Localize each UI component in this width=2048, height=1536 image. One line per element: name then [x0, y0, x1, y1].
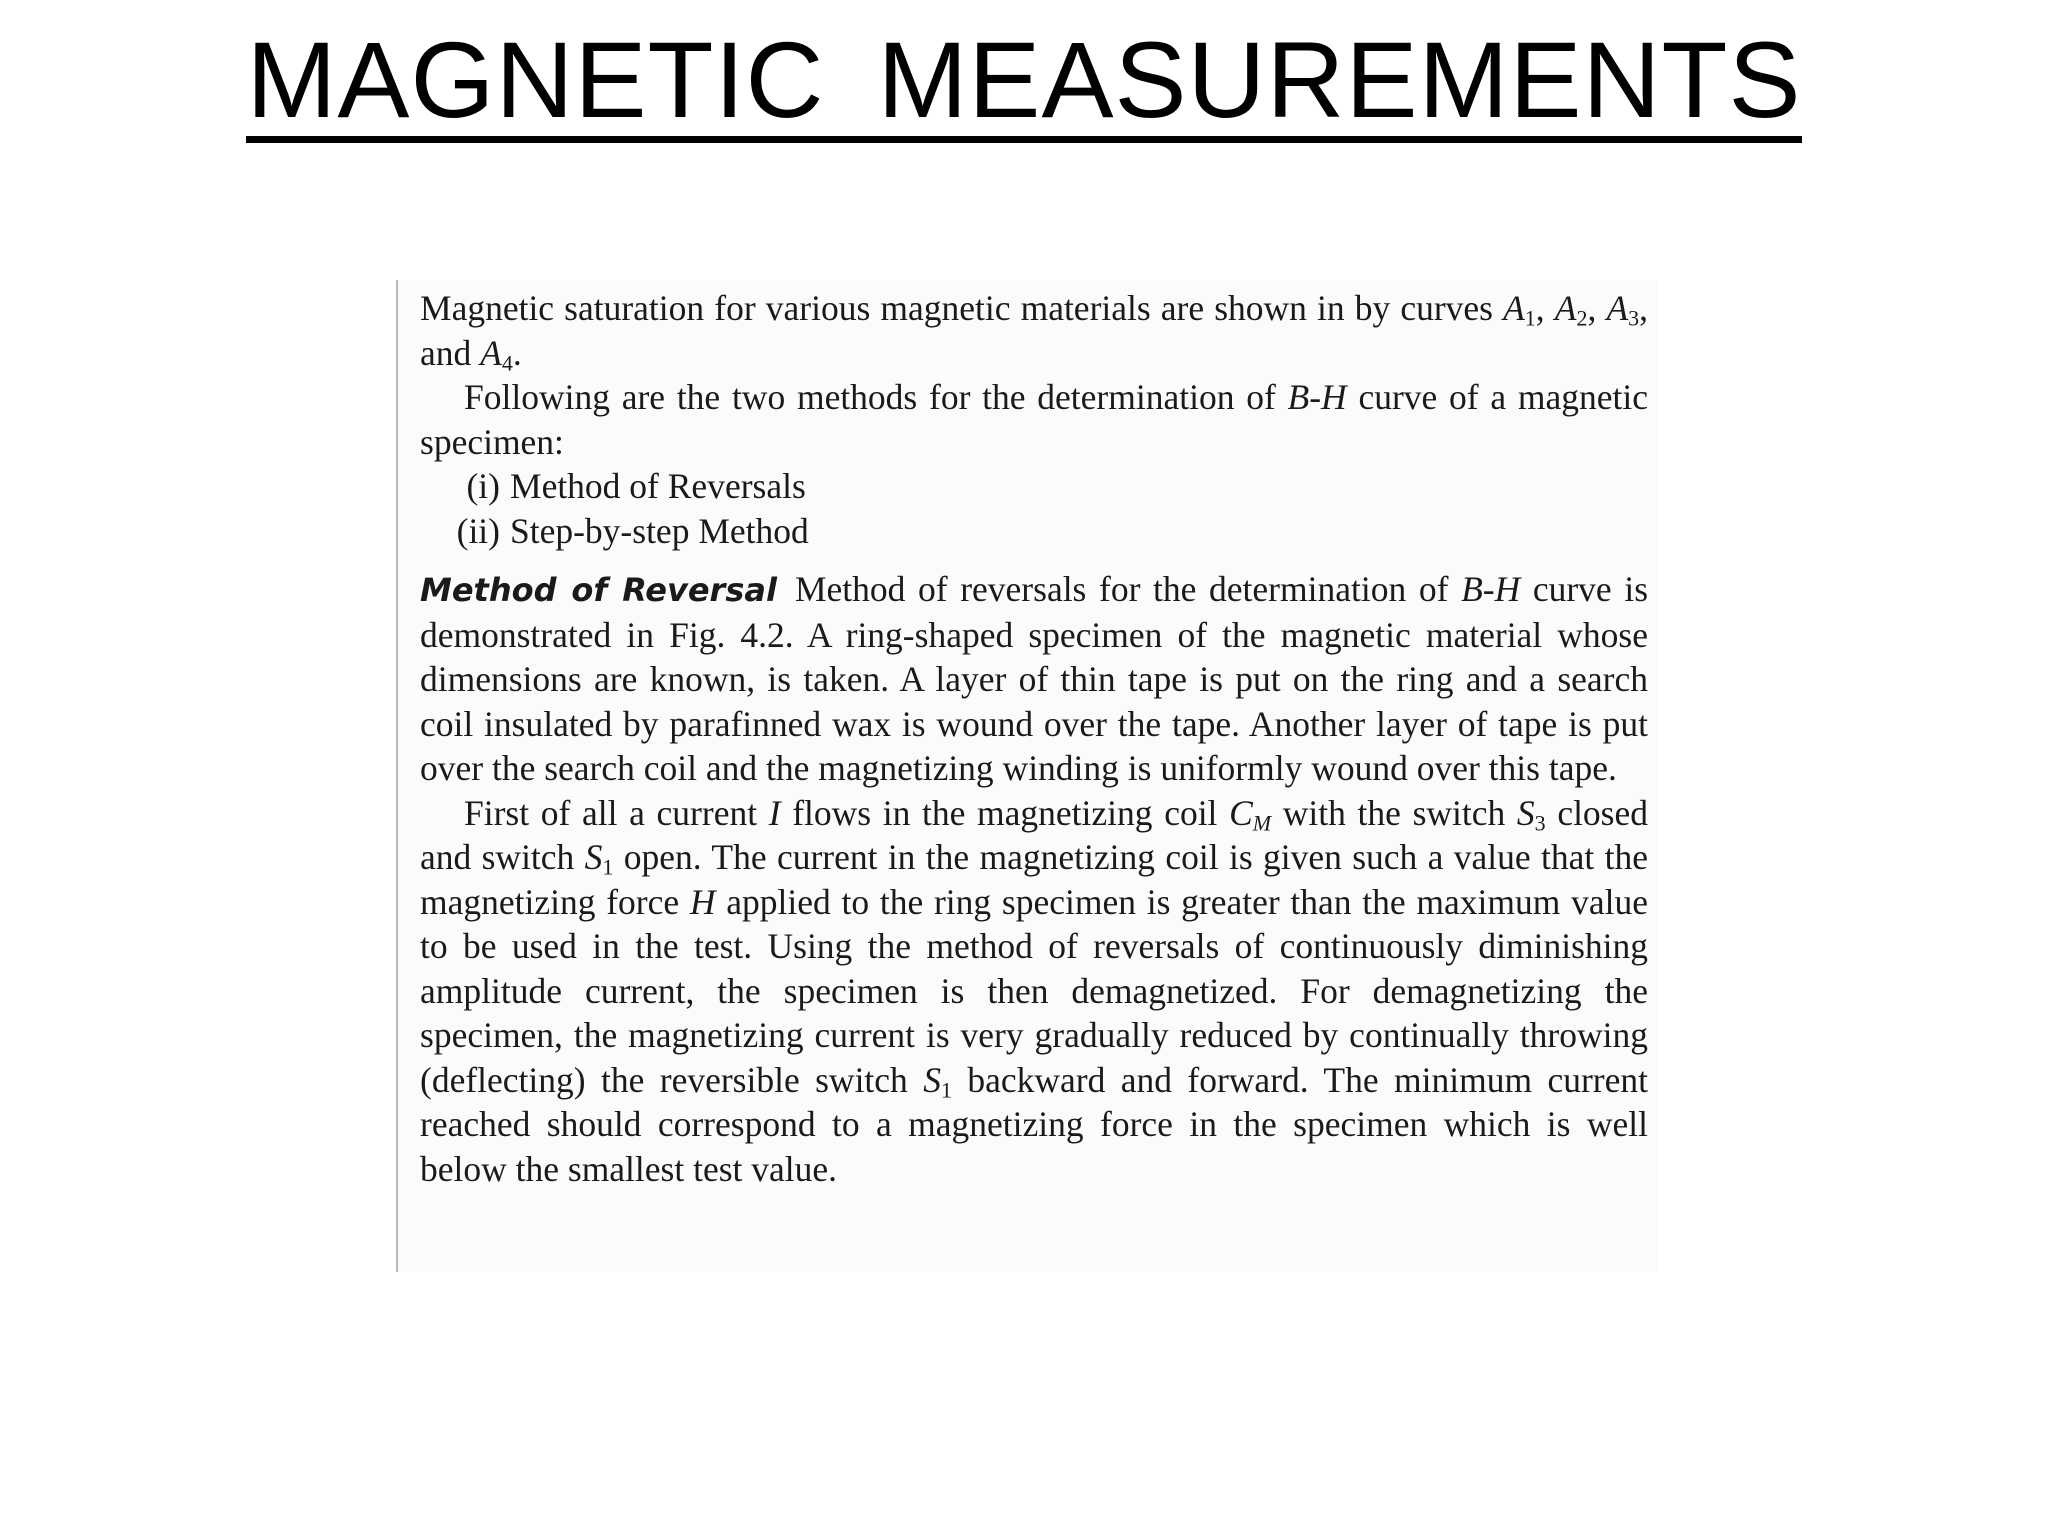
symbol: B-H	[1461, 569, 1521, 609]
symbol: C	[1229, 792, 1253, 833]
subscript: 4	[501, 350, 513, 375]
list-number: (ii)	[456, 510, 500, 551]
symbol: A	[1503, 288, 1525, 328]
list-item	[420, 509, 1648, 554]
symbol: B-H	[1287, 377, 1347, 417]
text-run: , and	[420, 288, 1649, 373]
text-run: .	[512, 332, 522, 373]
text-run: ,	[1535, 288, 1555, 328]
text-run: Following are the two methods for the determination of	[464, 377, 1288, 417]
text-run: backward and forward. The minimum current reached should correspond to a magnetizing force in the specimen which is well below the smallest test value.	[420, 1059, 1648, 1189]
paragraph-saturation	[420, 286, 1648, 375]
text-run: with the switch	[1271, 792, 1517, 833]
subscript: 2	[1576, 305, 1588, 331]
list-label: Method of Reversals	[510, 466, 806, 506]
subscript: 3	[1628, 305, 1640, 331]
text-run: First of all a current	[464, 792, 769, 833]
excerpt-text	[420, 286, 1648, 1191]
list-number: (i)	[466, 466, 500, 506]
text-run: Method of reversals for the determination of	[794, 569, 1462, 609]
symbol: A	[480, 332, 502, 373]
slide-title	[0, 18, 2048, 143]
paragraph-method-of-reversal	[420, 567, 1648, 791]
symbol: H	[689, 881, 716, 922]
paragraph-methods-intro	[420, 375, 1648, 464]
text-run: applied to the ring specimen is greater than the maximum value to be used in the test. Using the method of reversals of continuously diminishing amplitude current, the specimen is then demagnetized. For demagnetizing the specimen, the magnetizing current is very gradually reduced by continually throwing (deflecting) the reversible switch	[420, 881, 1648, 1100]
list-label: Step-by-step Method	[510, 510, 809, 551]
scanned-textbook-excerpt	[396, 280, 1658, 1272]
text-run: open. The current in the magnetizing coil is given such a value that the magnetizing force	[420, 837, 1648, 922]
symbol: I	[768, 792, 781, 833]
text-run: curve is demonstrated in Fig. 4.2. A ring-shaped specimen of the magnetic material whose dimensions are known, is taken. A layer of thin tape is put on the ring and a search coil insulated by parafinned wax is wound over the tape. Another layer of tape is put over the search coil and the magnetizing winding is uniformly wound over this tape.	[420, 569, 1649, 788]
slide-title-text: MAGNETIC MEASUREMENTS	[246, 23, 1801, 143]
symbol: A	[1554, 288, 1577, 328]
text-run: Magnetic saturation for various magnetic materials are shown in by curves	[420, 288, 1504, 328]
symbol: S	[584, 837, 603, 877]
paragraph-procedure	[420, 791, 1648, 1192]
symbol: S	[1516, 792, 1535, 833]
section-heading: Method of Reversal	[420, 571, 777, 609]
text-run: flows in the magnetizing coil	[780, 792, 1230, 833]
text-run: ,	[1587, 288, 1607, 328]
list-item	[420, 464, 1648, 509]
subscript: M	[1252, 810, 1272, 835]
text-run: closed and switch	[420, 792, 1649, 877]
symbol: S	[923, 1059, 941, 1100]
subscript: 1	[1524, 305, 1536, 331]
text-run: curve of a magnetic specimen:	[420, 377, 1648, 462]
subscript: 1	[940, 1077, 952, 1102]
subscript: 3	[1534, 810, 1546, 835]
subscript: 1	[602, 854, 614, 880]
symbol: A	[1606, 288, 1629, 328]
